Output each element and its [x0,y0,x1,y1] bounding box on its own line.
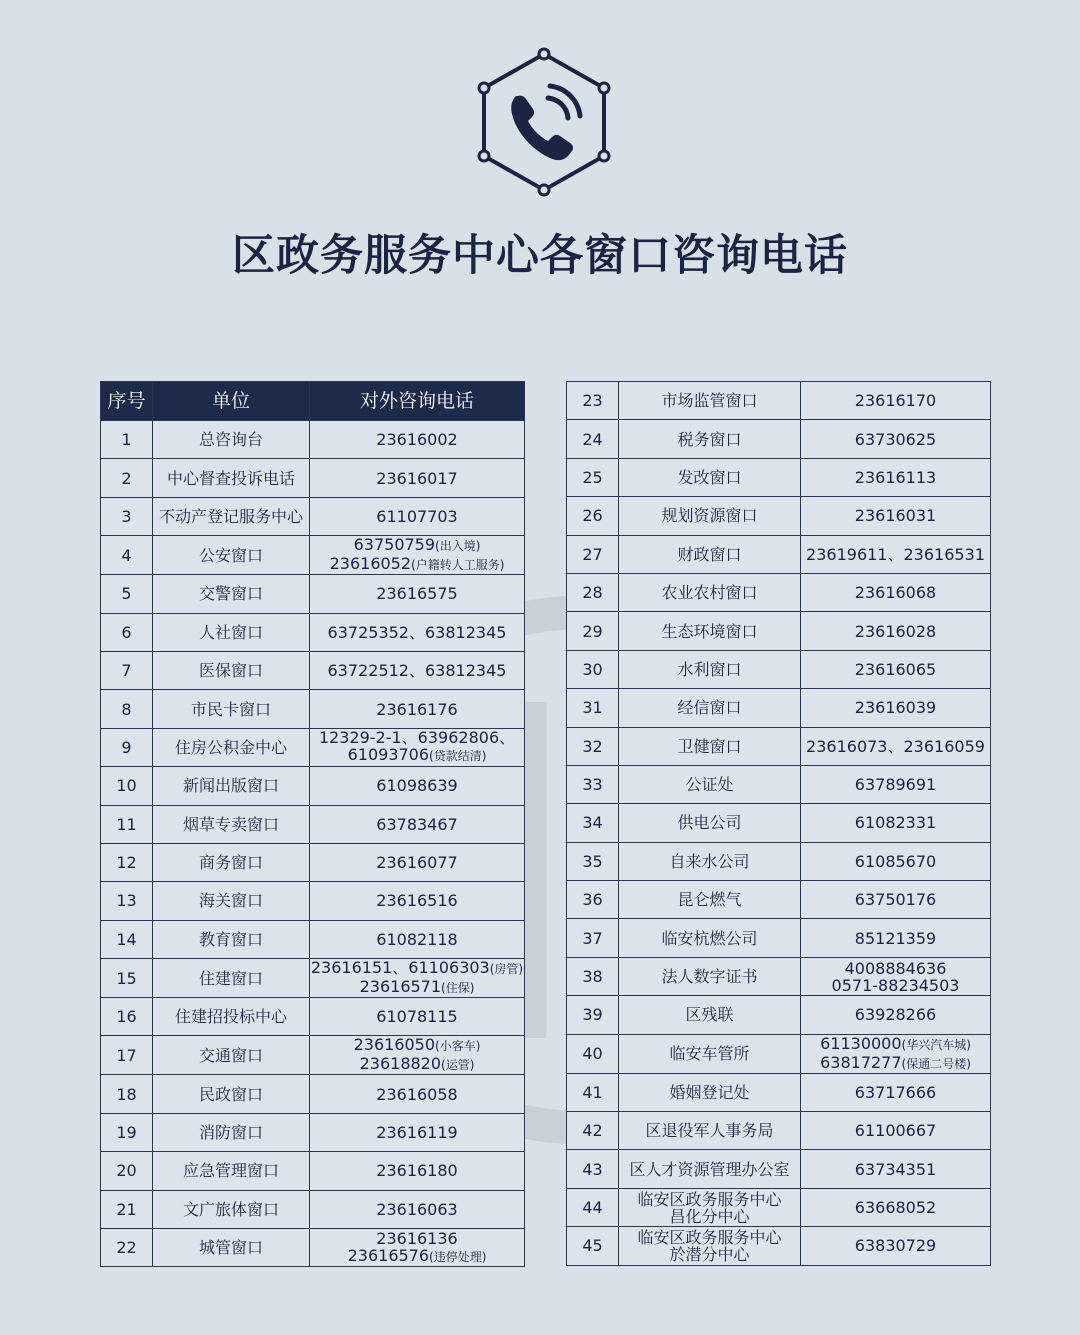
row-number: 41 [567,1073,619,1111]
row-number: 11 [101,805,153,843]
phone-number: 4008884636 [844,958,947,978]
row-number: 24 [567,420,619,458]
phone-hexagon-icon [476,46,612,198]
header-no: 序号 [101,382,153,421]
unit-name: 法人数字证书 [661,967,758,987]
phone-note: (华兴汽车城) [901,1037,971,1052]
phone-cell [310,1152,525,1190]
phone-number: 23616571 [359,977,442,997]
table-row [101,843,525,881]
phone-cell [310,459,525,497]
row-number: 42 [567,1112,619,1150]
phone-cell [801,1227,991,1265]
phone-number: 61100667 [854,1121,937,1141]
phone-number: 61078115 [376,1007,458,1027]
phone-cell [801,804,991,842]
table-row [567,1150,991,1188]
phone-note: (出入境) [435,539,481,554]
row-number: 21 [101,1190,153,1228]
phone-cell [310,575,525,613]
table-row [101,1152,525,1190]
row-number: 3 [101,497,153,535]
unit-name: 人社窗口 [198,622,263,642]
unit-cell [153,959,310,998]
phone-number: 63783467 [376,814,458,834]
table-row [101,805,525,843]
row-number: 39 [567,996,619,1034]
row-number: 15 [101,959,153,998]
unit-name: 临安车管所 [669,1044,750,1064]
unit-cell [153,1036,310,1075]
phone-number: 61085670 [854,851,937,871]
page-title: 区政务服务中心各窗口咨询电话 [232,231,848,281]
phone-cell [310,613,525,651]
unit-cell [619,727,801,765]
phone-cell [310,767,525,805]
phone-cell [801,881,991,919]
table-row [567,1188,991,1226]
unit-name: 昆仑燃气 [677,890,742,910]
phone-number: 63750759 [353,535,436,555]
unit-cell [153,1229,310,1267]
unit-cell [619,573,801,611]
phone-cell [801,650,991,688]
phone-cell [310,728,525,766]
phone-cell [310,421,525,459]
unit-name: 自来水公司 [669,851,750,871]
unit-name: 税务窗口 [677,429,742,449]
unit-cell [619,1188,801,1226]
row-number: 8 [101,690,153,728]
table-row [567,1227,991,1265]
phone-number: 61082118 [376,929,458,949]
phone-number: 23616065 [854,659,937,679]
unit-cell [153,651,310,689]
row-number: 33 [567,765,619,803]
unit-name: 财政窗口 [677,544,742,564]
header-phone: 对外咨询电话 [310,382,525,421]
phone-cell [310,1075,525,1113]
table-row [567,765,991,803]
table-row [101,536,525,575]
row-number: 37 [567,919,619,957]
table-row [101,613,525,651]
table-row [567,497,991,535]
phone-note: (小客车) [435,1039,481,1054]
phone-number: 23616073、23616059 [806,736,985,756]
table-row [101,959,525,998]
phone-number: 23616068 [854,583,937,603]
phone-cell [801,842,991,880]
phone-number: 23616576 [347,1245,430,1265]
row-number: 9 [101,728,153,766]
row-number: 18 [101,1075,153,1113]
table-row [567,919,991,957]
phone-cell [801,573,991,611]
header-unit: 单位 [153,382,310,421]
phone-cell [801,996,991,1034]
unit-name: 住房公积金中心 [174,737,287,757]
table-row [567,727,991,765]
phone-number: 63789691 [854,775,937,795]
unit-cell [619,957,801,995]
phone-cell [310,920,525,958]
table-row [101,1229,525,1267]
table-row [567,612,991,650]
unit-cell [153,1152,310,1190]
table-row [567,804,991,842]
phone-number: 23616119 [376,1123,458,1143]
phone-cell [310,1036,525,1075]
table-row [101,1075,525,1113]
unit-name: 临安区政务服务中心 [637,1189,782,1209]
table-row [101,767,525,805]
row-number: 44 [567,1188,619,1226]
unit-name: 生态环境窗口 [661,621,758,641]
phone-number: 23616077 [376,853,458,873]
unit-name: 教育窗口 [198,929,263,949]
row-number: 25 [567,458,619,496]
phone-note: (住保) [441,981,475,996]
unit-cell [619,458,801,496]
phone-note: (户籍转人工服务) [411,558,505,573]
phone-number: 63928266 [854,1005,937,1025]
row-number: 34 [567,804,619,842]
unit-cell [153,882,310,920]
unit-name: 区人才资源管理办公室 [629,1159,790,1179]
row-number: 31 [567,689,619,727]
unit-name: 城管窗口 [198,1238,263,1258]
phone-cell [310,651,525,689]
row-number: 27 [567,535,619,573]
row-number: 26 [567,497,619,535]
table-row [101,1036,525,1075]
row-number: 38 [567,957,619,995]
row-number: 7 [101,651,153,689]
unit-cell [153,575,310,613]
unit-name: 烟草专卖窗口 [182,814,279,834]
phone-number: 23616028 [854,621,937,641]
phone-note: (房管) [489,962,524,977]
phone-note: (保通二号楼) [901,1056,971,1071]
unit-name: 文广旅体窗口 [182,1199,279,1219]
phone-number: 85121359 [854,928,937,948]
table-row [567,1112,991,1150]
row-number: 19 [101,1113,153,1151]
table-row [567,573,991,611]
phone-number: 61107703 [376,506,458,526]
row-number: 4 [101,536,153,575]
unit-name-line2: 昌化分中心 [669,1206,750,1226]
table-row [567,382,991,420]
table-row [101,1113,525,1151]
unit-cell [619,1034,801,1073]
phone-cell [801,420,991,458]
unit-name: 公证处 [685,775,734,795]
unit-name: 民政窗口 [198,1084,263,1104]
unit-name: 发改窗口 [677,467,742,487]
unit-cell [619,420,801,458]
unit-cell [619,996,801,1034]
row-number: 30 [567,650,619,688]
unit-cell [619,842,801,880]
phone-cell [310,805,525,843]
phone-table-right [566,381,991,1266]
unit-name: 卫健窗口 [677,736,742,756]
row-number: 1 [101,421,153,459]
table-row [567,1073,991,1111]
phone-number: 23616575 [376,584,458,604]
phone-cell [801,957,991,995]
unit-cell [153,1190,310,1228]
phone-cell [310,1113,525,1151]
phone-number: 23619611、23616531 [806,544,985,564]
phone-number: 23616113 [854,467,937,487]
phone-number: 23616017 [376,468,458,488]
phone-number: 23616516 [376,891,458,911]
phone-cell [310,1229,525,1267]
row-number: 40 [567,1034,619,1073]
unit-cell [153,690,310,728]
table-row [567,458,991,496]
phone-number: 63722512、63812345 [327,661,507,681]
unit-cell [153,998,310,1036]
phone-number: 63830729 [854,1236,937,1256]
phone-number: 63817277 [820,1052,902,1072]
phone-number: 63750176 [854,890,937,910]
unit-cell [153,1113,310,1151]
table-row [101,575,525,613]
row-number: 12 [101,843,153,881]
unit-cell [619,804,801,842]
phone-cell [801,535,991,573]
unit-name: 中心督查投诉电话 [166,468,295,488]
phone-number: 63734351 [854,1159,937,1179]
unit-name: 经信窗口 [677,698,742,718]
unit-name: 规划资源窗口 [661,506,758,526]
unit-cell [619,919,801,957]
phone-number: 61093706 [347,745,430,765]
unit-name: 临安杭燃公司 [661,928,758,948]
table-row [101,421,525,459]
row-number: 13 [101,882,153,920]
unit-cell [153,497,310,535]
table-row [101,497,525,535]
row-number: 22 [101,1229,153,1267]
row-number: 10 [101,767,153,805]
phone-number: 61098639 [376,776,458,796]
table-row [101,459,525,497]
row-number: 6 [101,613,153,651]
row-number: 45 [567,1227,619,1265]
table-row [567,957,991,995]
row-number: 28 [567,573,619,611]
unit-cell [153,767,310,805]
phone-cell [801,765,991,803]
row-number: 2 [101,459,153,497]
phone-cell [310,497,525,535]
phone-number: 23616031 [854,506,937,526]
unit-cell [619,1073,801,1111]
table-row [567,842,991,880]
table-header-row [101,382,525,421]
table-row [101,998,525,1036]
phone-cell [310,959,525,998]
phone-number: 23616039 [854,698,937,718]
unit-cell [153,805,310,843]
table-row [567,996,991,1034]
unit-name: 交警窗口 [198,584,263,604]
phone-cell [801,1188,991,1226]
unit-name: 交通窗口 [198,1045,263,1065]
phone-number: 63725352、63812345 [327,622,507,642]
phone-number: 23618820 [359,1054,442,1074]
unit-cell [619,382,801,420]
phone-number: 23616151、61106303 [310,958,490,978]
table-row [101,882,525,920]
phone-cell [310,536,525,575]
phone-number: 23616050 [353,1035,436,1055]
unit-name: 公安窗口 [198,545,263,565]
unit-name: 住建窗口 [198,968,263,988]
table-row [101,728,525,766]
table-row [101,690,525,728]
phone-table-left [100,381,525,1267]
phone-number: 23616058 [376,1084,458,1104]
phone-note: (贷款结清) [429,749,487,764]
row-number: 17 [101,1036,153,1075]
row-number: 32 [567,727,619,765]
unit-cell [153,459,310,497]
phone-number: 23616063 [376,1199,458,1219]
unit-name: 临安区政务服务中心 [637,1227,782,1247]
unit-name: 市场监管窗口 [661,391,758,411]
row-number: 36 [567,881,619,919]
table-row [101,1190,525,1228]
unit-name: 婚姻登记处 [669,1082,750,1102]
unit-cell [619,765,801,803]
phone-number: 61082331 [854,813,937,833]
unit-name: 市民卡窗口 [190,699,271,719]
table-row [567,650,991,688]
row-number: 29 [567,612,619,650]
phone-cell [801,689,991,727]
unit-cell [619,535,801,573]
unit-name: 消防窗口 [198,1123,263,1143]
unit-name: 总咨询台 [198,430,263,450]
row-number: 14 [101,920,153,958]
unit-name: 住建招投标中心 [174,1007,287,1027]
phone-cell [801,1073,991,1111]
row-number: 43 [567,1150,619,1188]
table-row [567,689,991,727]
row-number: 23 [567,382,619,420]
phone-cell [310,882,525,920]
phone-number: 0571-88234503 [831,975,960,995]
phone-number: 23616180 [376,1161,458,1181]
unit-cell [153,843,310,881]
phone-number: 12329-2-1、63962806、 [318,728,516,748]
unit-name: 新闻出版窗口 [182,776,279,796]
unit-cell [619,497,801,535]
phone-cell [801,1150,991,1188]
phone-cell [801,497,991,535]
table-row [567,535,991,573]
phone-number: 23616176 [376,699,458,719]
phone-number: 23616136 [376,1228,458,1248]
table-row [101,651,525,689]
unit-name: 水利窗口 [677,659,742,679]
unit-cell [153,920,310,958]
table-row [567,881,991,919]
phone-number: 23616002 [376,430,458,450]
unit-name: 不动产登记服务中心 [158,506,303,526]
unit-cell [619,1150,801,1188]
unit-name: 农业农村窗口 [661,583,758,603]
unit-name-line2: 於潜分中心 [669,1244,750,1264]
phone-number: 63730625 [854,429,937,449]
phone-cell [801,382,991,420]
phone-number: 63717666 [854,1082,937,1102]
row-number: 5 [101,575,153,613]
unit-cell [153,1075,310,1113]
unit-name: 商务窗口 [198,853,263,873]
unit-cell [153,728,310,766]
unit-cell [619,881,801,919]
unit-cell [153,421,310,459]
phone-note: (违停处理) [429,1249,487,1264]
table-row [567,1034,991,1073]
phone-cell [310,1190,525,1228]
row-number: 35 [567,842,619,880]
phone-cell [801,727,991,765]
row-number: 16 [101,998,153,1036]
unit-name: 区残联 [685,1005,734,1025]
unit-name: 区退役军人事务局 [645,1121,774,1141]
unit-cell [619,650,801,688]
table-row [567,420,991,458]
unit-cell [619,1112,801,1150]
phone-number: 23616052 [329,554,412,574]
unit-cell [619,612,801,650]
phone-cell [801,1112,991,1150]
table-row [101,920,525,958]
phone-cell [310,843,525,881]
row-number: 20 [101,1152,153,1190]
unit-name: 海关窗口 [198,891,263,911]
unit-cell [619,1227,801,1265]
phone-cell [801,458,991,496]
unit-name: 医保窗口 [198,661,263,681]
phone-cell [801,919,991,957]
phone-number: 63668052 [854,1198,937,1217]
unit-cell [619,689,801,727]
phone-cell [801,612,991,650]
phone-cell [801,1034,991,1073]
phone-cell [310,690,525,728]
phone-number: 61130000 [820,1034,902,1053]
unit-name: 供电公司 [677,813,742,833]
unit-cell [153,613,310,651]
unit-cell [153,536,310,575]
phone-note: (运管) [441,1058,475,1073]
unit-name: 应急管理窗口 [182,1161,279,1181]
phone-cell [310,998,525,1036]
phone-number: 23616170 [854,391,937,411]
